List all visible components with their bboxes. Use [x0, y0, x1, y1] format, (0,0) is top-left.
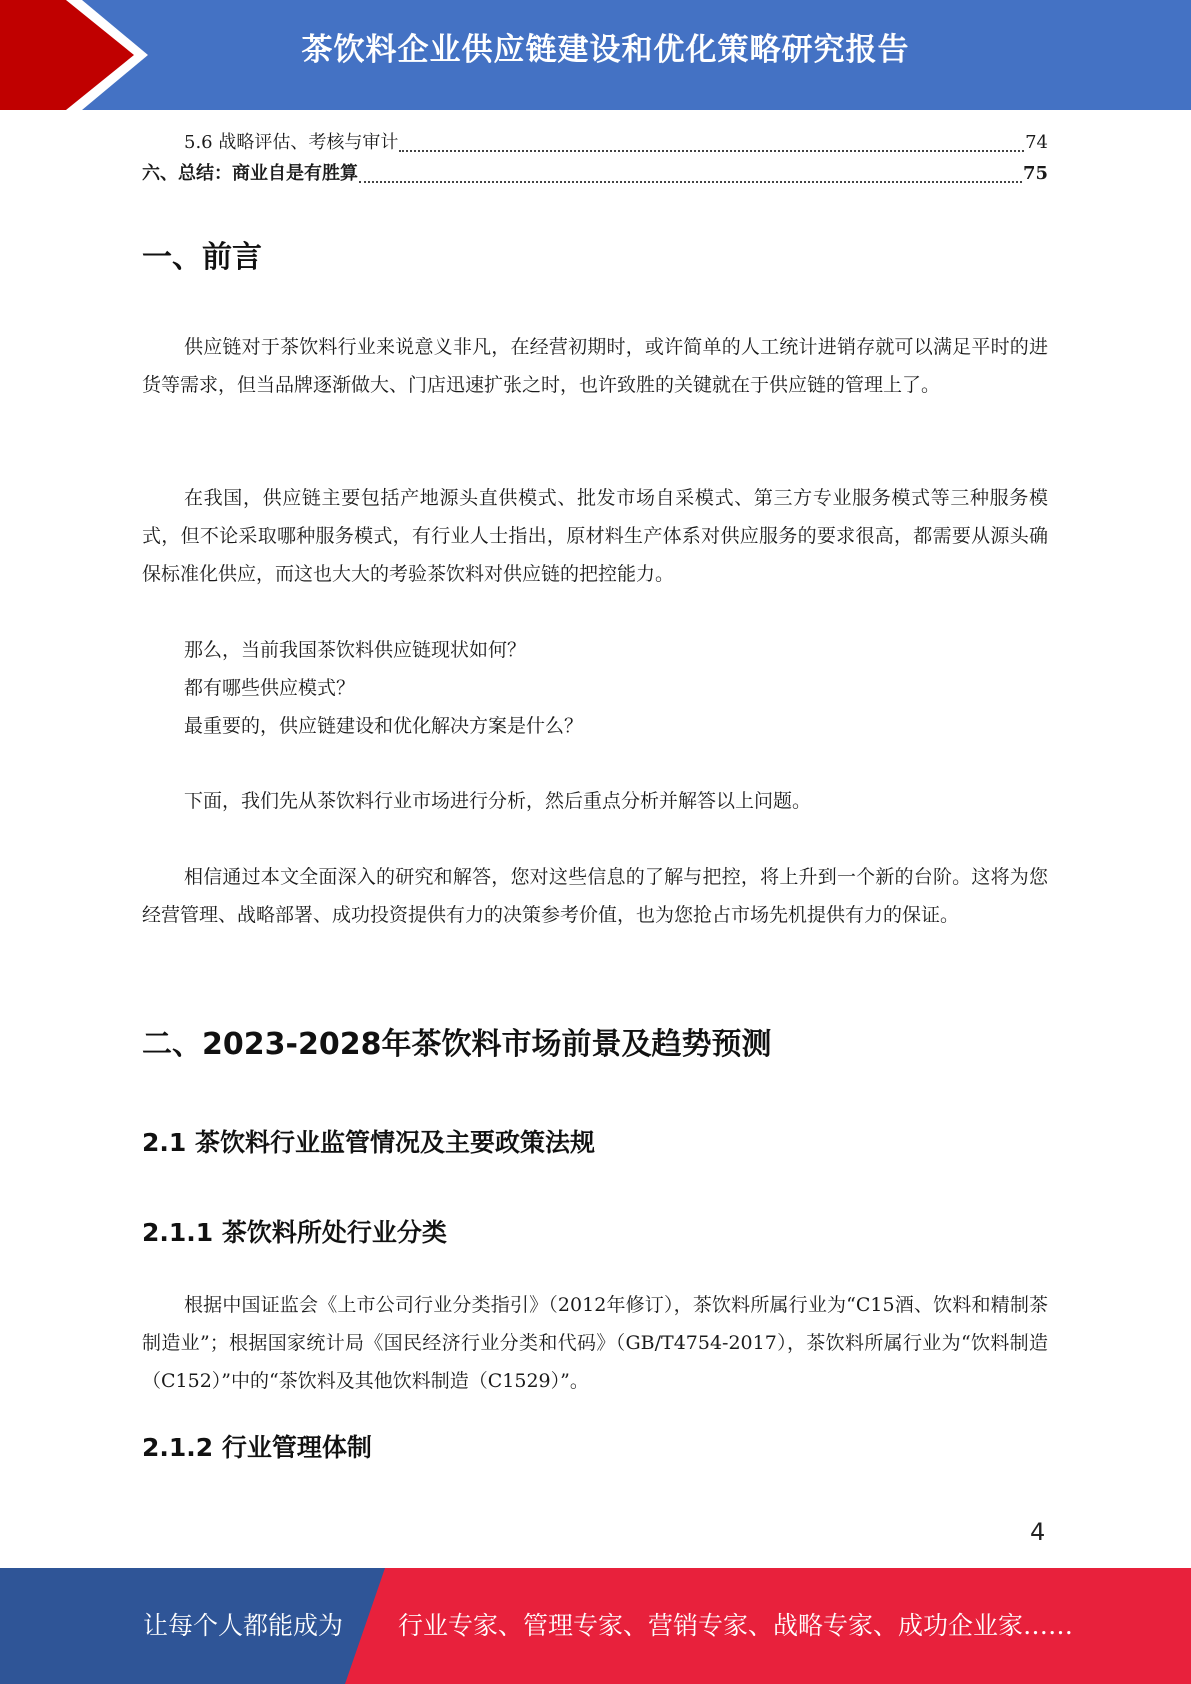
question-line: 那么，当前我国茶饮料供应链现状如何？ [184, 639, 527, 661]
footer-slogan-left: 让每个人都能成为 [143, 1611, 344, 1640]
footer-slogan-right: 行业专家、管理专家、营销专家、战略专家、成功企业家…… [398, 1611, 1074, 1640]
paragraph-text: 供应链对于茶饮料行业来说意义非凡，在经营初期时，或许简单的人工统计进销存就可以满足平时的进货等需求，但当品牌逐渐做大、门店迅速扩张之时，也许致胜的关键就在于供应链的管理上了。 [142, 336, 1048, 396]
paragraph-text: 根据中国证监会《上市公司行业分类指引》（2012年修订），茶饮料所属行业为“C15酒、饮料和精制茶制造业”；根据国家统计局《国民经济行业分类和代码》（GB/T4754-2017），茶饮料所属行业为“饮料制造（C152）”中的“茶饮料及其他饮料制造（C1529）”。 [142, 1294, 1048, 1392]
paragraph-text: 下面，我们先从茶饮料行业市场进行分析，然后重点分析并解答以上问题。 [184, 790, 812, 812]
preface-paragraph-4 [142, 858, 1048, 934]
paragraph-text: 相信通过本文全面深入的研究和解答，您对这些信息的了解与把控，将上升到一个新的台阶。这将为您经营管理、战略部署、成功投资提供有力的决策参考价值，也为您抢占市场先机提供有力的保证。 [142, 866, 1048, 926]
paragraph-text: 在我国，供应链主要包括产地源头直供模式、批发市场自采模式、第三方专业服务模式等三种服务模式，但不论采取哪种服务模式，有行业人士指出，原材料生产体系对供应服务的要求很高，都需要从源头确保标准化供应，而这也大大的考验茶饮料对供应链的把控能力。 [142, 487, 1048, 585]
toc-entry-label: 5.6 战略评估、考核与审计 [184, 132, 399, 153]
industry-classification-paragraph [142, 1286, 1048, 1400]
preface-paragraph-1 [142, 328, 1048, 404]
section-heading-preface: 一、前言 [142, 240, 262, 275]
subsection-heading-2-1-2: 2.1.2 行业管理体制 [142, 1433, 372, 1462]
toc-entry-page: 75 [1022, 163, 1048, 184]
toc-entry-label: 六、总结：商业自是有胜算 [142, 163, 358, 184]
question-line: 最重要的，供应链建设和优化解决方案是什么？ [184, 715, 584, 737]
toc-leader-dots [359, 181, 1022, 183]
question-line: 都有哪些供应模式？ [184, 677, 356, 699]
toc-leader-dots [399, 150, 1024, 152]
preface-paragraph-3 [142, 782, 1048, 820]
preface-paragraph-2 [142, 479, 1048, 593]
preface-questions [142, 631, 1048, 745]
subsection-heading-2-1: 2.1 茶饮料行业监管情况及主要政策法规 [142, 1128, 595, 1157]
section-heading-market-outlook: 二、2023-2028年茶饮料市场前景及趋势预测 [142, 1027, 772, 1062]
subsection-heading-2-1-1: 2.1.1 茶饮料所处行业分类 [142, 1218, 447, 1247]
page-number: 4 [1030, 1518, 1046, 1546]
table-of-contents [142, 128, 1048, 190]
toc-entry-page: 74 [1025, 132, 1048, 153]
document-title: 茶饮料企业供应链建设和优化策略研究报告 [301, 32, 910, 68]
toc-entry[interactable] [142, 128, 1048, 159]
toc-entry[interactable] [142, 159, 1048, 190]
header-banner [0, 0, 1191, 110]
footer-banner [0, 1568, 1191, 1684]
